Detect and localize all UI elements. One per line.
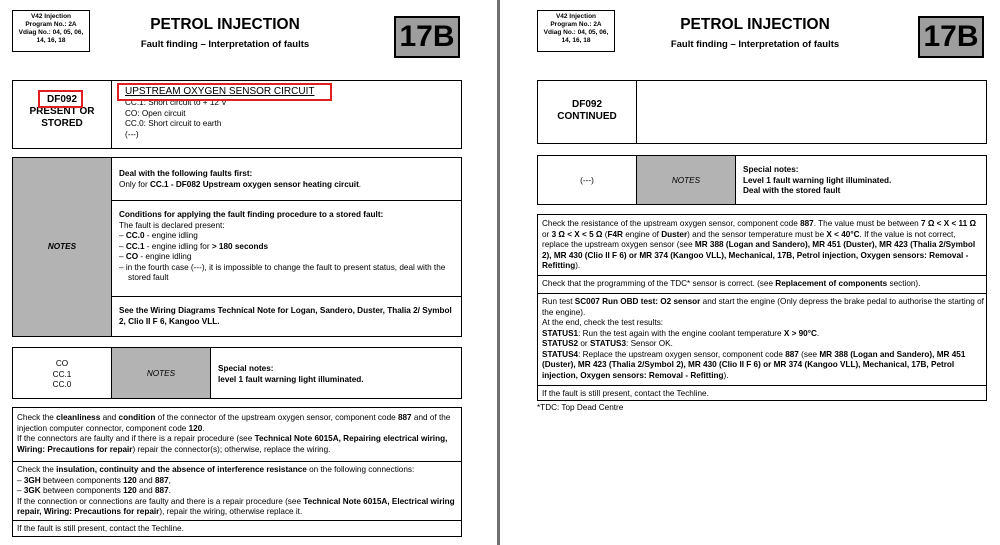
wiring-check-step: Check the insulation, continuity and the absence of interference resistance on the following connections: – 3GH between components 120 and 887, – 3GK between components 120 and 887. If the connection or connections are faulty and there is a repair procedure (see Technical Note 6015A, Electrical wiring repair, Wiring: Precautions for repair), repair the wiring, otherwise replace it. xyxy=(17,465,455,516)
conditions-title: Conditions for applying the fault finding procedure to a stored fault: xyxy=(119,210,384,219)
info-line: Vdiag No.: 04, 05, 06, xyxy=(18,29,84,36)
notes-box xyxy=(12,157,462,337)
info-line: 14, 16, 18 xyxy=(36,37,66,44)
fault-codes-cell: CO CC.1 CC.0 xyxy=(52,359,72,389)
wiring-note: See the Wiring Diagrams Technical Note for Logan, Sandero, Duster, Thalia 2/ Symbol 2, Clio II F 6, Kangoo VLL. xyxy=(119,306,452,326)
title-highlight-box xyxy=(117,83,332,101)
notes-box-2 xyxy=(12,347,462,399)
techline-step: If the fault is still present, contact the Techline. xyxy=(542,389,709,398)
info-line: V42 Injection xyxy=(555,13,597,20)
deal-first-section: Deal with the following faults first: Only for CC.1 - DF082 Upstream oxygen sensor heating circuit. xyxy=(119,169,457,190)
deal-title: Deal with the following faults first: xyxy=(119,169,253,178)
page-subtitle: Fault finding – Interpretation of faults xyxy=(670,39,840,50)
info-line: V42 Injection xyxy=(30,13,72,20)
connector-check-step: Check the cleanliness and condition of the connector of the upstream oxygen sensor, component code 887 and of the injection computer connector, component code 120. If the connectors are faulty and if there is a repair procedure (see Technical Note 6015A, Repairing electrical wiring, Wiring: Precautions for repair) repair the connector(s); otherwise, replace the wiring. xyxy=(17,413,451,454)
program-info-box xyxy=(12,10,90,52)
fault-line: CC.0: Short circuit to earth xyxy=(125,119,222,128)
special-notes: Special notes: Level 1 fault warning light illuminated. Deal with the stored fault xyxy=(743,165,892,195)
conditions-list xyxy=(119,231,457,284)
fault-box xyxy=(537,80,987,144)
notes-label: NOTES xyxy=(47,242,77,251)
procedure-box xyxy=(537,214,987,401)
fault-line: CC.1: Short circuit to + 12 V xyxy=(125,98,227,107)
section-number: 17B xyxy=(918,16,984,58)
info-line: Vdiag No.: 04, 05, 06, xyxy=(543,29,609,36)
notes-label: NOTES xyxy=(671,176,701,185)
fault-code-cell xyxy=(538,99,636,123)
info-line: 14, 16, 18 xyxy=(561,37,591,44)
footnote: *TDC: Top Dead Centre xyxy=(537,403,624,412)
fault-code-cell: (---) xyxy=(580,176,594,185)
techline-step: If the fault is still present, contact the Techline. xyxy=(17,524,184,533)
list-item: – CO - engine idling xyxy=(119,252,457,263)
page-title: PETROL INJECTION xyxy=(150,16,300,33)
fault-name: UPSTREAM OXYGEN SENSOR CIRCUIT xyxy=(125,86,315,97)
fault-code: DF092 xyxy=(571,99,602,110)
obd-test-step: Run test SC007 Run OBD test: O2 sensor and start the engine (Only depress the brake pedal to authorise the starting of the engine). At the end, check the test results: STATUS1: Run the test again with the engine coolant temperature X > 90°C. STATUS2 or STATUS3: Sensor OK. STATUS4: Replace the upstream oxygen sensor, component code 887 (see MR 388 (Logan and Sandero), MR 451 (Duster), MR 423 (Thalia 2/Symbol 2), MR 430 (Clio II F 6) or MR 374 (Kangoo VLL), Mechanical, 17B, Petrol injection, Oxygen sensors: Removal - Refitting). xyxy=(542,297,984,380)
fault-status: CONTINUED xyxy=(557,111,617,122)
code-highlight-box xyxy=(38,90,83,108)
list-item: – in the fourth case (---), it is impossible to change the fault to present status, deal with the stored fault xyxy=(119,263,457,284)
right-page xyxy=(500,0,1000,545)
page-title: PETROL INJECTION xyxy=(680,16,830,33)
page-subtitle: Fault finding – Interpretation of faults xyxy=(140,39,310,50)
conditions-section: Conditions for applying the fault finding procedure to a stored fault: The fault is declared present: – CC.0 - engine idling – CC.1 - engine idling for > 180 seconds – CO - engine idling – in the fourth case (---), it is impossible to change the fault to present status, deal with the stored fault xyxy=(119,210,457,284)
notes-box xyxy=(537,155,987,205)
program-info-box xyxy=(537,10,615,52)
notes-label: NOTES xyxy=(146,369,176,378)
fault-status: PRESENT OR STORED xyxy=(29,106,95,129)
list-item: – CC.1 - engine idling for > 180 seconds xyxy=(119,242,457,253)
tdc-check-step: Check that the programming of the TDC* sensor is correct. (see Replacement of components section). xyxy=(542,279,921,288)
fault-line: (---) xyxy=(125,129,139,139)
info-line: Program No.: 2A xyxy=(550,21,602,28)
resistance-check-step: Check the resistance of the upstream oxygen sensor, component code 887. The value must be between 7 Ω < X < 11 Ω or 3 Ω < X < 5 Ω (F4R engine of Duster) and the sensor temperature must be X < 40°C. If the value is not correct, replace the upstream oxygen sensor (see MR 388 (Logan and Sandero), MR 451 (Duster), MR 423 (Thalia 2/Symbol 2), MR 430 (Clio II F 6) or MR 374 (Kangoo VLL), Mechanical, 17B, Petrol injection, Oxygen sensors: Removal - Refitting). xyxy=(542,219,977,270)
section-number: 17B xyxy=(394,16,460,58)
procedure-box xyxy=(12,407,462,537)
list-item: – CC.0 - engine idling xyxy=(119,231,457,242)
fault-line: CO: Open circuit xyxy=(125,108,186,118)
special-notes: Special notes: level 1 fault warning light illuminated. xyxy=(218,364,364,384)
info-line: Program No.: 2A xyxy=(25,21,77,28)
fault-code: DF092 xyxy=(46,94,77,105)
left-page xyxy=(0,0,497,545)
